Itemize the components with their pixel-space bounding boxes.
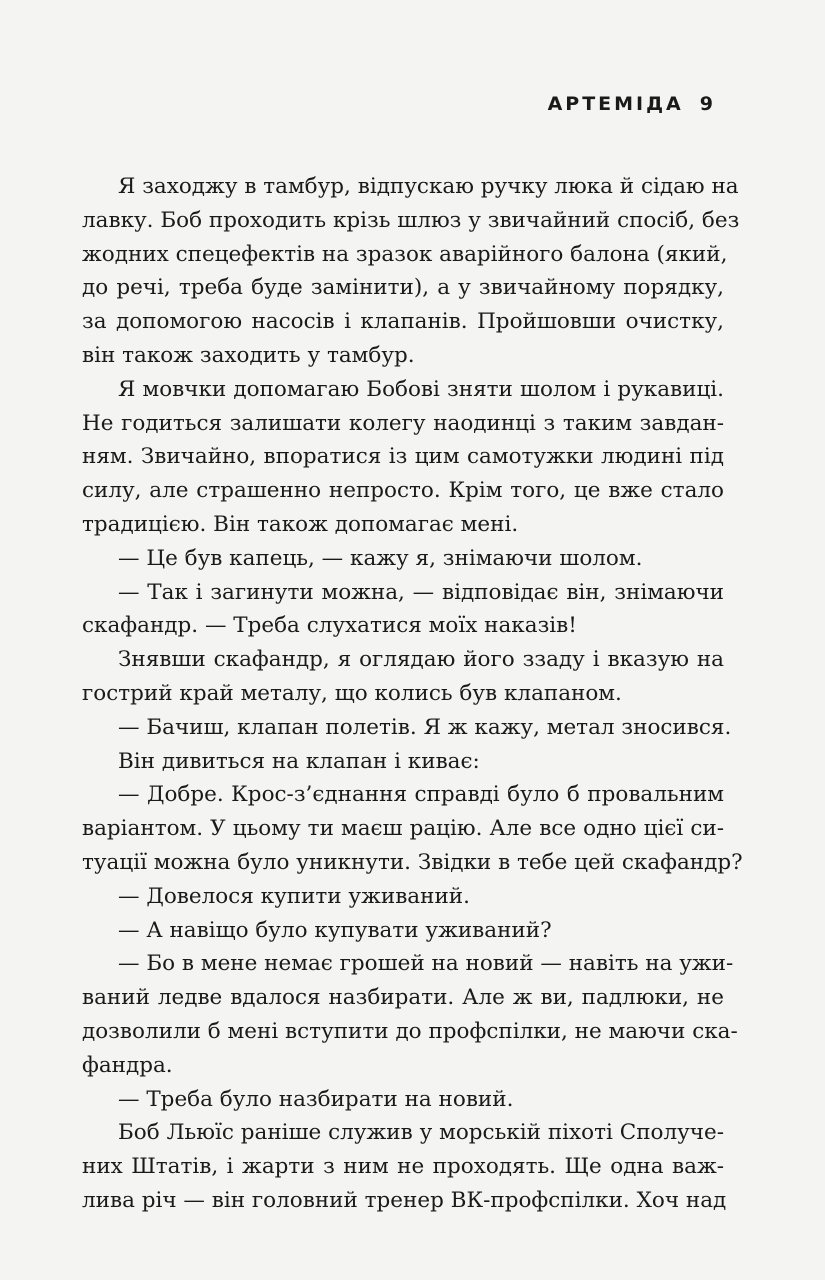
text-line: фандра. [82,1052,173,1078]
text-line: — Бачиш, клапан полетів. Я ж кажу, метал зносився. [118,714,732,740]
text-line: Я заходжу в тамбур, відпускаю ручку люка й сідаю на [118,174,739,199]
text-line: варіантом. У цьому ти маєш рацію. Але все одно цієї си- [82,816,724,842]
text-line: Не годиться залишати колегу наодинці з таким завдан- [82,410,724,436]
body-text [82,170,743,1218]
text-line: ваний ледве вдалося назбирати. Але ж ви, падлюки, не [82,985,724,1011]
text-line: Він дивиться на клапан і киває: [118,748,480,774]
text-line: Боб Льюїс раніше служив у морській піхоті Сполуче- [118,1120,724,1146]
text-line: Знявши скафандр, я оглядаю його ззаду і вказую на [118,647,724,673]
text-line: туації можна було уникнути. Звідки в тебе цей скафандр? [82,849,743,875]
text-line: він також заходить у тамбур. [82,342,415,368]
text-line: — Треба було назбирати на новий. [118,1086,514,1112]
book-title: АРТЕМІДА [547,93,684,115]
text-line: силу, але страшенно непросто. Крім того, це вже стало [82,478,724,504]
text-line: традицією. Він також допомагає мені. [82,511,519,537]
running-head [548,92,713,116]
text-line: — Бо в мене немає грошей на новий — навіть на ужи- [118,951,734,977]
text-line: — Довелося купити уживаний. [118,883,470,909]
text-line: них Штатів, і жарти з ним не проходять. Ще одна важ- [82,1154,724,1180]
text-line: гострий край металу, що колись був клапаном. [82,680,622,706]
text-line: до речі, треба буде замінити), а у звичайному порядку, [82,275,724,301]
page-number: 9 [699,93,713,115]
text-line: Я мовчки допомагаю Бобові зняти шолом і рукавиці. [118,376,724,402]
text-line: скафандр. — Треба слухатися моїх наказів! [82,613,577,639]
text-line: — Це був капець, — кажу я, знімаючи шолом. [118,545,643,571]
text-line: за допомогою насосів і клапанів. Пройшовши очистку, [82,309,724,335]
text-line: дозволили б мені вступити до профспілки, не маючи ска- [82,1018,738,1044]
text-line: — Так і загинути можна, — відповідає він, знімаючи [118,579,724,605]
text-line: ням. Звичайно, впоратися із цим самотужки людині під [82,444,724,470]
text-line: лавку. Боб проходить крізь шлюз у звичайний спосіб, без [82,207,740,233]
text-line: — А навіщо було купувати уживаний? [118,917,552,943]
text-line: лива річ — він головний тренер ВК-профспілки. Хоч над [82,1187,727,1213]
text-line: — Добре. Крос-з’єднання справді було б провальним [118,782,724,808]
text-line: жодних спецефектів на зразок аварійного балона (який, [82,241,728,267]
